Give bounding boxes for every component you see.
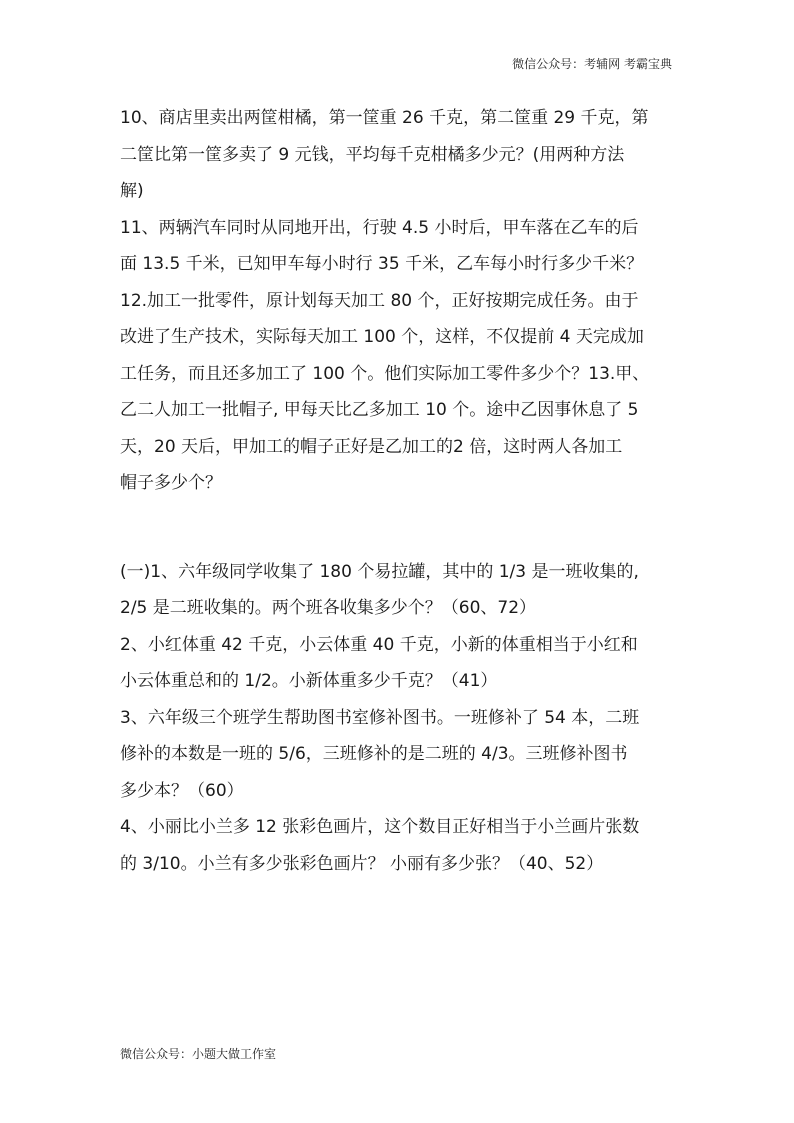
text-line: 小云体重总和的 1/2。小新体重多少千克？（41） <box>120 671 498 691</box>
text-line: 2、小红体重 42 千克，小云体重 40 千克，小新的体重相当于小红和 <box>120 634 638 655</box>
document-body <box>120 100 676 882</box>
problem-section-1 <box>120 100 676 502</box>
problem-section-2 <box>120 554 676 883</box>
text-line: 多少本？（60） <box>120 780 244 801</box>
text-line: 修补的本数是一班的 5/6，三班修补的是二班的 4/3。三班修补图书 <box>120 744 628 764</box>
text-line: 解) <box>120 181 144 201</box>
text-line: 10、商店里卖出两筐柑橘，第一筐重 26 千克，第二筐重 29 千克，第 <box>120 108 649 128</box>
text-line: 3、六年级三个班学生帮助图书室修补图书。一班修补了 54 本，二班 <box>120 707 640 728</box>
section-spacer <box>120 502 676 554</box>
text-line: (一)1、六年级同学收集了 180 个易拉罐，其中的 1/3 是一班收集的, <box>120 561 639 582</box>
text-line: 乙二人加工一批帽子, 甲每天比乙多加工 10 个。途中乙因事休息了 5 <box>120 400 639 420</box>
text-line: 面 13.5 千米，已知甲车每小时行 35 千米，乙车每小时行多少千米？ <box>120 254 644 274</box>
text-line: 天，20 天后，甲加工的帽子正好是乙加工的2 倍，这时两人各加工 <box>120 436 623 457</box>
text-line: 工任务，而且还多加工了 100 个。他们实际加工零件多少个？13.甲、 <box>120 363 650 384</box>
text-line: 4、小丽比小兰多 12 张彩色画片，这个数目正好相当于小兰画片张数 <box>120 817 640 837</box>
page-header: 微信公众号：考辅网 考霸宝典 <box>512 57 672 71</box>
text-line: 帽子多少个？ <box>120 473 222 493</box>
text-line: 的 3/10。小兰有多少张彩色画片？ 小丽有多少张？（40、52） <box>120 853 604 874</box>
text-line: 2/5 是二班收集的。两个班各收集多少个？（60、72） <box>120 598 537 618</box>
text-line: 12.加工一批零件，原计划每天加工 80 个，正好按期完成任务。由于 <box>120 290 639 311</box>
text-line: 改进了生产技术，实际每天加工 100 个，这样，不仅提前 4 天完成加 <box>120 327 644 347</box>
text-line: 11、两辆汽车同时从同地开出，行驶 4.5 小时后，甲车落在乙车的后 <box>120 217 639 238</box>
text-line: 二筐比第一筐多卖了 9 元钱，平均每千克柑橘多少元？(用两种方法 <box>120 144 625 165</box>
page-footer: 微信公众号：小题大做工作室 <box>120 1047 277 1061</box>
